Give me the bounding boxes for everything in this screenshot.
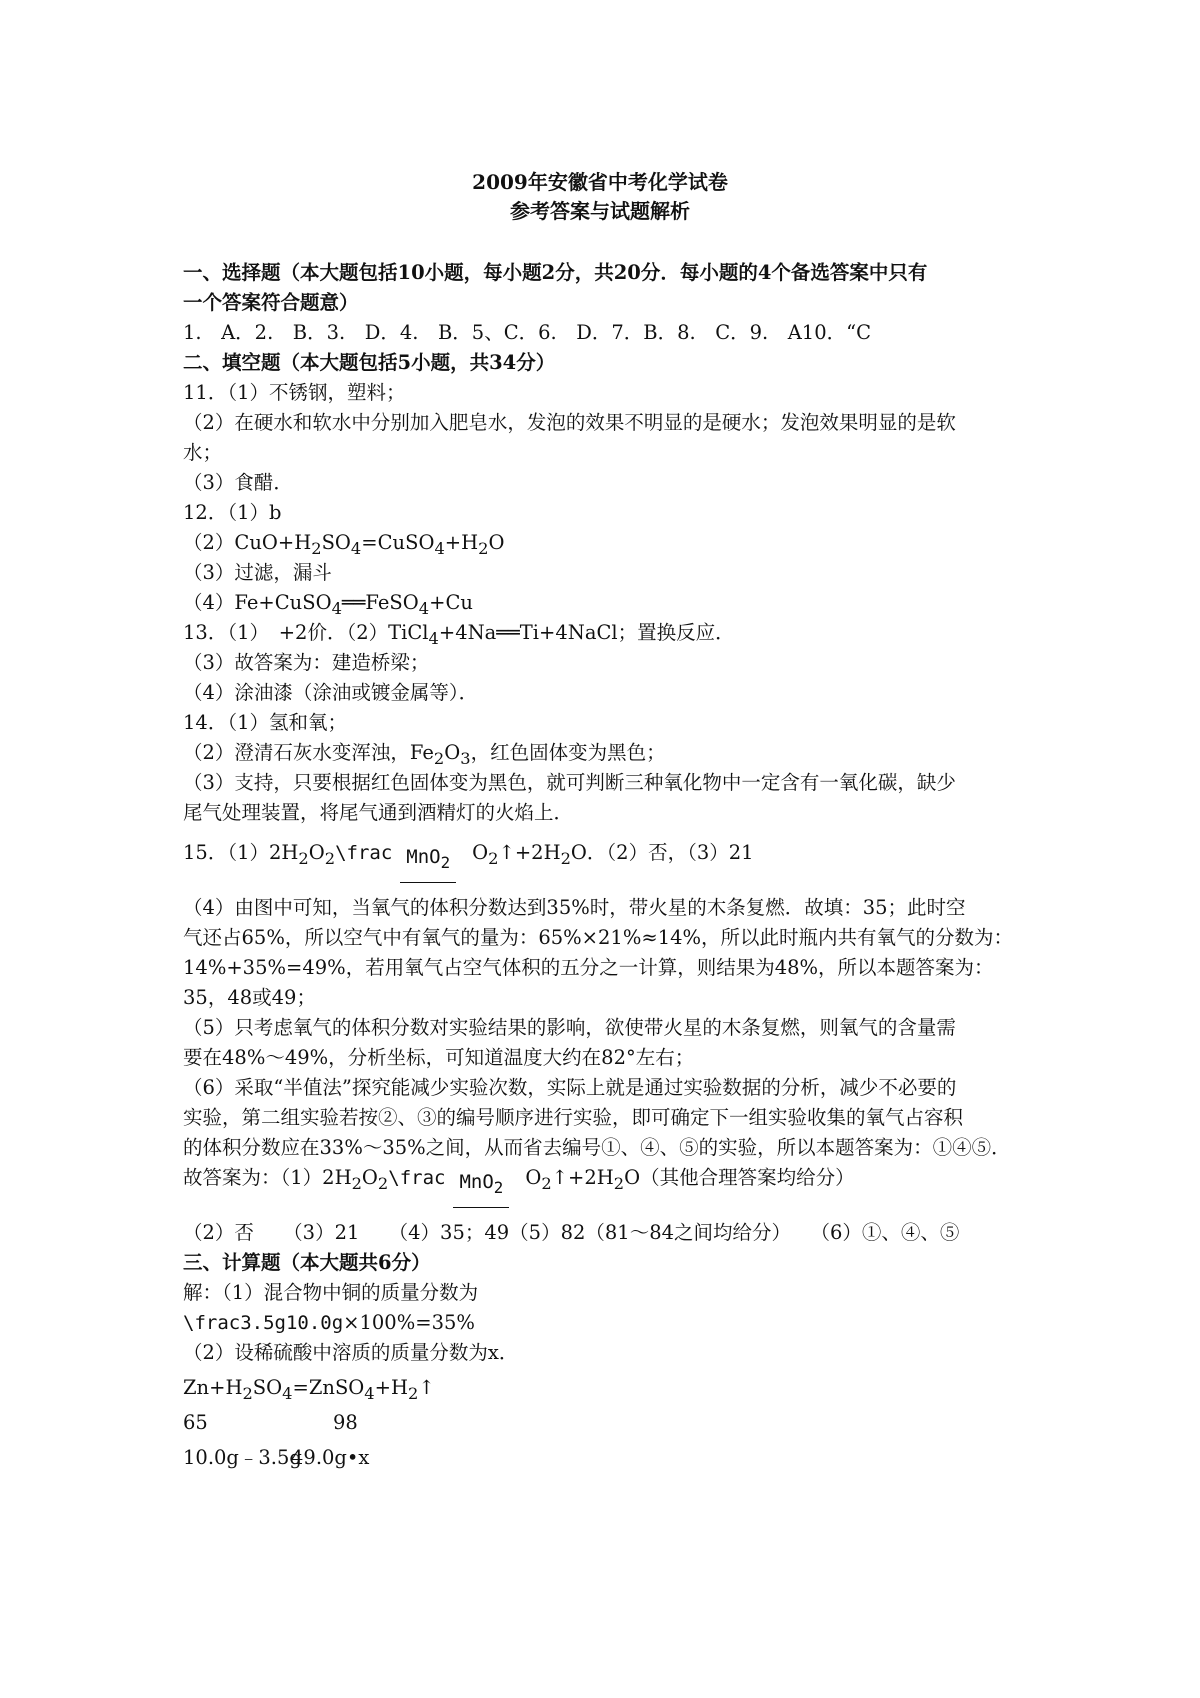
equation-text: +H <box>374 1376 408 1399</box>
q14-line4: 尾气处理装置，将尾气通到酒精灯的火焰上． <box>183 801 574 824</box>
subscript: 2 <box>433 748 445 768</box>
subscript: 3 <box>460 748 471 768</box>
q15-p5-line2: 要在48%～49%，分析坐标，可知道温度大约在82°左右； <box>183 1046 695 1069</box>
latex-frac-text: \frac <box>388 1167 446 1189</box>
subscript: 4 <box>364 1383 375 1403</box>
q12-line4-text: +Cu <box>429 591 473 614</box>
q12-line2-text: =CuSO <box>361 531 435 554</box>
section3-heading: 三、计算题（本大题共6分） <box>183 1251 431 1274</box>
q15-line1-text: O．（2）否，（3）21 <box>570 841 754 864</box>
subscript: 2 <box>324 848 336 868</box>
q12-line2-text: （2）CuO+H <box>183 531 312 554</box>
subscript: 2 <box>242 1383 253 1403</box>
section1-answers: 1. A．2. B．3. D．4. B．5、C．6. D．7．B．8. C．9. A10．“C <box>183 321 872 344</box>
q15-p5-line1: （5）只考虑氧气的体积分数对实验结果的影响，欲使带火星的木条复燃，则氧气的含量需 <box>183 1016 956 1039</box>
q12-line4-text: （4）Fe+CuSO <box>183 591 332 614</box>
q15-answer-text: O（其他合理答案均给分） <box>624 1166 855 1189</box>
q12-line2-text: O <box>488 531 505 554</box>
equation-text: ↑ <box>418 1376 435 1399</box>
calc-actual-masses <box>183 1443 369 1473</box>
subscript: 2 <box>560 848 571 868</box>
latex-frac-text: \frac3.5g10.0g <box>183 1312 344 1334</box>
subscript: 2 <box>541 1173 552 1193</box>
q11-line3: 水； <box>183 441 223 464</box>
q14-line2-text: O <box>444 741 461 764</box>
catalyst-text: MnO <box>406 846 441 868</box>
q15-answer-line <box>183 1163 855 1204</box>
q14-line3: （3）支持，只要根据红色固体变为黑色，就可判断三种氧化物中一定含有一氧化碳，缺少 <box>183 771 956 794</box>
q14-line1: 14．（1）氢和氧； <box>183 711 347 734</box>
zn-actual-mass: 10.0g﹣3.5g <box>183 1446 302 1469</box>
q12-line4-text: ══FeSO <box>341 591 419 614</box>
q15-line1-text: ↑+2H <box>498 841 561 864</box>
subscript: 2 <box>488 848 499 868</box>
document-subtitle: 参考答案与试题解析 <box>510 199 690 223</box>
calc-line3: （2）设稀硫酸中溶质的质量分数为x． <box>183 1341 519 1364</box>
subscript: 2 <box>351 1173 362 1193</box>
q15-p4-line2: 气还占65%，所以空气中有氧气的量为：65%×21%≈14%，所以此时瓶内共有氧气的分数为： <box>183 926 1014 949</box>
subscript: 2 <box>311 538 322 558</box>
subscript: 4 <box>350 538 362 558</box>
h2so4-mass: 98 <box>333 1411 358 1434</box>
subscript: 2 <box>298 848 309 868</box>
section2-heading: 二、填空题（本大题包括5小题，共34分） <box>183 351 556 374</box>
q15-p6-line2: 实验，第二组实验若按②、③的编号顺序进行实验，即可确定下一组实验收集的氧气占容积 <box>183 1106 964 1129</box>
subscript: 4 <box>331 598 342 618</box>
calc-line2 <box>183 1308 475 1338</box>
subscript: 4 <box>418 598 430 618</box>
q12-line1: 12．（1）b <box>183 501 282 524</box>
q15-final-answers: （2）否 （3）21 （4）35；49（5）82（81～84之间均给分） （6）①、④、⑤ <box>183 1221 960 1244</box>
section1-heading-line1: 一、选择题（本大题包括10小题，每小题2分，共20分．每小题的4个备选答案中只有 <box>183 261 928 284</box>
subscript: 2 <box>493 1177 504 1197</box>
q15-p4-line4: 35，48或49； <box>183 986 316 1009</box>
q15-p4-line1: （4）由图中可知，当氧气的体积分数达到35%时，带火星的木条复燃．故填：35；此时空 <box>183 896 966 919</box>
subscript: 2 <box>478 538 489 558</box>
q12-line2-text: +H <box>444 531 479 554</box>
catalyst-label <box>400 842 456 883</box>
q13-line3: （4）涂油漆（涂油或镀金属等）． <box>183 681 479 704</box>
q14-line2-text: （2）澄清石灰水变浑浊，Fe <box>183 741 434 764</box>
subscript: 4 <box>434 538 445 558</box>
q15-answer-text: 故答案为：（1）2H <box>183 1166 352 1189</box>
q15-p4-line3: 14%+35%=49%，若用氧气占空气体积的五分之一计算，则结果为48%，所以本题答案为： <box>183 956 994 979</box>
q15-line1-text: O <box>308 841 325 864</box>
calc-line2-text: ×100%=35% <box>343 1311 475 1334</box>
q15-answer-text: O <box>525 1166 542 1189</box>
catalyst-label <box>453 1167 509 1208</box>
equation-text: =ZnSO <box>292 1376 365 1399</box>
subscript: 2 <box>408 1383 419 1403</box>
h2so4-actual-mass: 49.0g•x <box>291 1446 370 1469</box>
q15-line1 <box>183 838 754 879</box>
q12-line3: （3）过滤，漏斗 <box>183 561 332 584</box>
zn-mass: 65 <box>183 1411 208 1434</box>
q11-line2: （2）在硬水和软水中分别加入肥皂水，发泡的效果不明显的是硬水；发泡效果明显的是软 <box>183 411 956 434</box>
latex-frac-text: \frac <box>335 842 393 864</box>
q15-p6-line3: 的体积分数应在33%～35%之间，从而省去编号①、④、⑤的实验，所以本题答案为：①④⑤． <box>183 1136 1011 1159</box>
calc-molar-masses <box>183 1408 358 1438</box>
calc-equation <box>183 1373 435 1409</box>
equation-text: Zn+H <box>183 1376 243 1399</box>
q15-line1-text: O <box>472 841 489 864</box>
calc-line1: 解：（1）混合物中铜的质量分数为 <box>183 1281 479 1304</box>
subscript: 4 <box>282 1383 293 1403</box>
catalyst-text: MnO <box>459 1171 494 1193</box>
q13-line1-text: 13．（1） +2价．（2）TiCl <box>183 621 429 644</box>
q11-line4: （3）食醋． <box>183 471 293 494</box>
subscript: 2 <box>613 1173 625 1193</box>
q13-line1-text: +4Na══Ti+4NaCl；置换反应． <box>438 621 735 644</box>
q15-answer-text: O <box>361 1166 378 1189</box>
document-title: 2009年安徽省中考化学试卷 <box>472 170 728 194</box>
q15-p6-line1: （6）采取“半值法”探究能减少实验次数，实际上就是通过实验数据的分析，减少不必要的 <box>183 1076 957 1099</box>
q15-answer-text: ↑+2H <box>551 1166 614 1189</box>
equation-text: SO <box>252 1376 283 1399</box>
subscript: 2 <box>377 1173 389 1193</box>
q11-line1: 11．（1）不锈钢，塑料； <box>183 381 406 404</box>
q13-line2: （3）故答案为：建造桥梁； <box>183 651 430 674</box>
subscript: 4 <box>428 628 439 648</box>
q14-line2-text: ，红色固体变为黑色； <box>470 741 666 764</box>
subscript: 2 <box>440 852 451 872</box>
q15-line1-text: 15．（1）2H <box>183 841 299 864</box>
section1-heading-line2: 一个答案符合题意） <box>183 291 359 314</box>
q12-line2-text: SO <box>321 531 351 554</box>
